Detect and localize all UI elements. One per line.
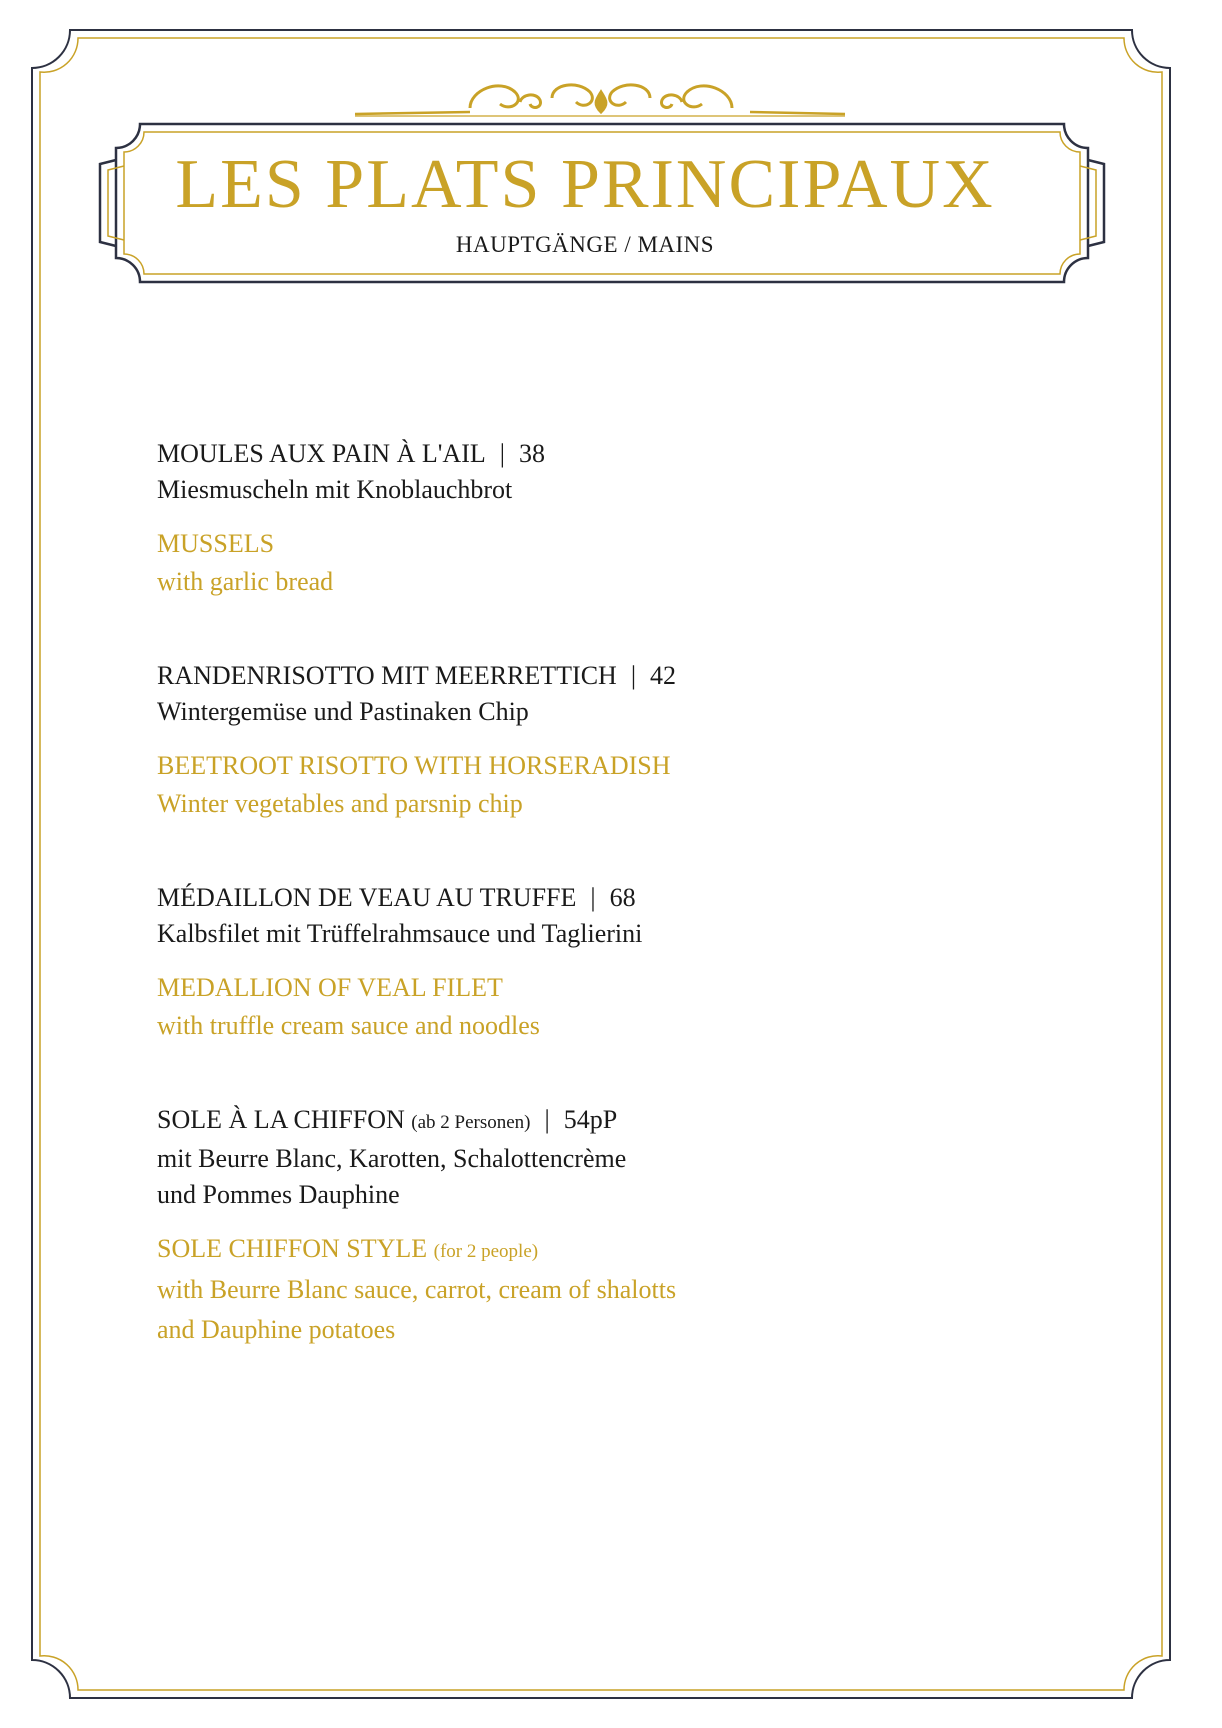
dish-description-de: mit Beurre Blanc, Karotten, Schalottencrème bbox=[157, 1144, 627, 1173]
dish-name-en: MEDALLION OF VEAL FILET bbox=[157, 973, 503, 1002]
menu-list bbox=[157, 436, 1057, 1406]
dish-name-de: RANDENRISOTTO MIT MEERRETTICH | 42 bbox=[157, 661, 677, 690]
dish-description-de: Kalbsfilet mit Trüffelrahmsauce und Taglierini bbox=[157, 919, 643, 948]
dish-price: 54pP bbox=[563, 1105, 618, 1134]
menu-item bbox=[157, 436, 1057, 602]
dish-name-en: MUSSELS bbox=[157, 529, 275, 558]
dish-name-en: BEETROOT RISOTTO WITH HORSERADISH bbox=[157, 751, 671, 780]
dish-name-de: SOLE À LA CHIFFON (ab 2 Personen) | 54pP bbox=[157, 1105, 618, 1134]
menu-item bbox=[157, 658, 1057, 824]
dish-note-en: (for 2 people) bbox=[433, 1241, 539, 1262]
dish-price: 68 bbox=[609, 883, 636, 912]
title-block bbox=[100, 122, 1070, 282]
header-ornament bbox=[355, 85, 845, 116]
dish-price: 38 bbox=[518, 439, 545, 468]
dish-description-de: Miesmuscheln mit Knoblauchbrot bbox=[157, 475, 513, 504]
dish-description-en: with garlic bread bbox=[157, 567, 334, 596]
dish-note-de: (ab 2 Personen) bbox=[411, 1112, 531, 1133]
dish-price: 42 bbox=[650, 661, 677, 690]
dish-description-de-2: und Pommes Dauphine bbox=[157, 1180, 400, 1209]
dish-description-en: Winter vegetables and parsnip chip bbox=[157, 789, 523, 818]
dish-name-en: SOLE CHIFFON STYLE (for 2 people) bbox=[157, 1234, 539, 1263]
dish-name-de: MÉDAILLON DE VEAU AU TRUFFE | 68 bbox=[157, 883, 636, 912]
page-title: LES PLATS PRINCIPAUX bbox=[175, 146, 995, 223]
dish-name-de: MOULES AUX PAIN À L'AIL | 38 bbox=[157, 439, 545, 468]
menu-item bbox=[157, 1102, 1057, 1350]
dish-description-en: with truffle cream sauce and noodles bbox=[157, 1011, 540, 1040]
dish-description-de: Wintergemüse und Pastinaken Chip bbox=[157, 697, 529, 726]
dish-description-en-2: and Dauphine potatoes bbox=[157, 1315, 396, 1344]
dish-description-en: with Beurre Blanc sauce, carrot, cream of shalotts bbox=[157, 1275, 677, 1304]
menu-item bbox=[157, 880, 1057, 1046]
page-subtitle: HAUPTGÄNGE / MAINS bbox=[455, 232, 715, 257]
